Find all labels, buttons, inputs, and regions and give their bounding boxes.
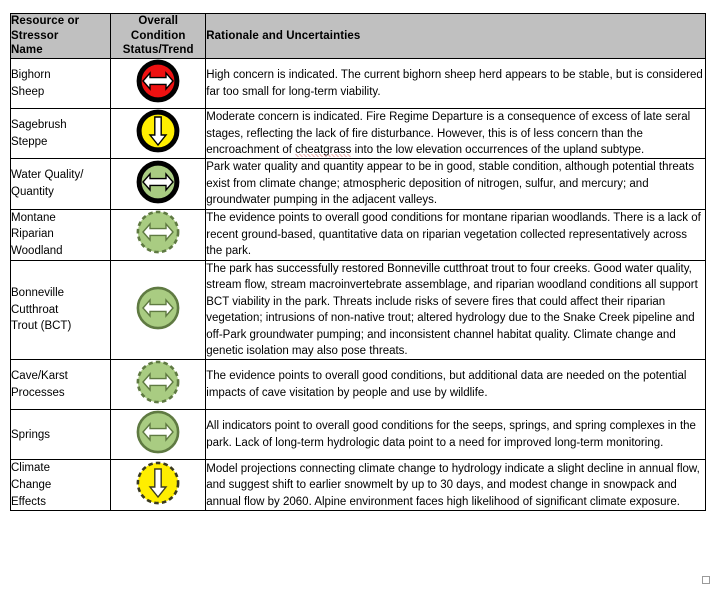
condition-status-cell — [111, 59, 206, 109]
resource-name-cell — [11, 109, 111, 159]
table-row — [11, 260, 706, 360]
rationale-cell: Model projections connecting climate change to hydrology indicate a slight decline in annual flow, and suggest shift to earlier snowmelt by up to 30 days, and modest change in snowpack and annual flow by 2060. Alpine environment faces high likelihood of significant climate exposure. — [206, 460, 706, 511]
condition-status-cell — [111, 260, 206, 360]
condition-green-stable-icon — [136, 160, 180, 204]
condition-status-cell — [111, 159, 206, 209]
condition-summary-table-container — [10, 13, 706, 511]
column-header-condition-status-line-2: Condition — [130, 29, 186, 42]
resource-name-cell — [11, 59, 111, 109]
resource-name-line: Sagebrush — [11, 119, 67, 132]
column-header-condition-status — [111, 14, 206, 59]
resource-name-cell — [11, 159, 111, 209]
condition-status-cell — [111, 410, 206, 460]
table-row — [11, 360, 706, 410]
resource-name-line: Bonneville — [11, 287, 65, 300]
table-body — [11, 59, 706, 511]
resource-name-line: Cutthroat — [11, 303, 59, 316]
column-header-condition-status-line-3: Status/Trend — [122, 44, 194, 57]
condition-green-stable-unknown-confidence-icon — [136, 210, 180, 254]
resource-name-cell — [11, 260, 111, 360]
resource-name-cell — [11, 209, 111, 260]
resource-name-line: Sheep — [11, 85, 45, 98]
resource-name-cell — [11, 460, 111, 511]
resource-name-line: Montane — [11, 211, 56, 224]
resource-name-line: Riparian — [11, 228, 54, 241]
table-header-row — [11, 14, 706, 59]
rationale-cell: The park has successfully restored Bonneville cutthroat trout to four creeks. Good water quality, stream flow, stream macroinvertebrate assemblage, and riparian woodland conditions all support BCT viability in the park. Threats include risks of severe fires that could affect their riparian vegetation; intrusions of non-native trout; altered hydrology due to the Snake Creek pipeline and off-Park groundwater pumping; and inconsistent channel habitat quality. Climate change and genetic isolation may also pose threats. — [206, 260, 706, 360]
resource-name-cell — [11, 410, 111, 460]
table-row — [11, 59, 706, 109]
condition-yellow-declining-icon — [136, 109, 180, 153]
resource-name-line: Effects — [11, 495, 46, 508]
resource-name-cell — [11, 360, 111, 410]
condition-red-stable-icon — [136, 59, 180, 103]
table-row — [11, 109, 706, 159]
condition-green-stable-icon — [136, 410, 180, 454]
table-row — [11, 159, 706, 209]
condition-status-cell — [111, 209, 206, 260]
rationale-cell: The evidence points to overall good conditions, but additional data are needed on the potential impacts of cave visitation by people and use by wildlife. — [206, 360, 706, 410]
condition-status-cell — [111, 460, 206, 511]
rationale-cell: High concern is indicated. The current bighorn sheep herd appears to be stable, but is considered far too small for long-term viability. — [206, 59, 706, 109]
table-row — [11, 460, 706, 511]
resource-name-line: Cave/Karst — [11, 370, 68, 383]
resource-name-line: Bighorn — [11, 68, 51, 81]
table-row — [11, 209, 706, 260]
column-header-resource-name-line-3: Name — [11, 44, 43, 57]
page-corner-artifact — [702, 576, 710, 584]
rationale-cell: All indicators point to overall good conditions for the seeps, springs, and spring complexes in the park. Lack of long-term hydrologic data point to a need for improved long-term monitoring. — [206, 410, 706, 460]
resource-name-line: Processes — [11, 386, 65, 399]
resource-name-line: Steppe — [11, 135, 48, 148]
resource-name-line: Water Quality/ — [11, 169, 84, 182]
condition-status-cell — [111, 360, 206, 410]
condition-summary-table — [10, 13, 706, 511]
rationale-text-segment: into the low elevation occurrences of the upland subtype. — [351, 144, 645, 157]
column-header-resource-name-line-1: Resource or — [11, 15, 80, 27]
column-header-rationale: Rationale and Uncertainties — [206, 14, 706, 59]
condition-green-stable-unknown-confidence-icon — [136, 360, 180, 404]
rationale-text-segment: Moderate concern is indicated. Fire Regime Departure is a consequence of excess of late seral stages, reflecting the lack of fire disturbance. However, this is of less concern than the encroachment of — [206, 111, 691, 157]
column-header-resource-name — [11, 14, 111, 59]
resource-name-line: Change — [11, 479, 52, 492]
resource-name-line: Springs — [11, 428, 50, 441]
table-header — [11, 14, 706, 59]
rationale-cell: The evidence points to overall good conditions for montane riparian woodlands. There is a lack of recent ground-based, quantitative data on riparian vegetation collected representatively across the park. — [206, 209, 706, 260]
condition-yellow-declining-unknown-confidence-icon — [136, 461, 180, 505]
rationale-cell — [206, 109, 706, 159]
spellcheck-flagged-word: cheatgrass — [295, 144, 352, 157]
column-header-resource-name-line-2: Stressor — [11, 29, 59, 42]
rationale-cell: Park water quality and quantity appear to be in good, stable condition, although potential threats exist from climate change; atmospheric deposition of nitrogen, sulfur, and mercury; and groundwater pumping in the adjacent valleys. — [206, 159, 706, 209]
condition-status-cell — [111, 109, 206, 159]
column-header-condition-status-line-1: Overall — [138, 15, 179, 27]
condition-green-stable-icon — [136, 286, 180, 330]
resource-name-line: Climate — [11, 462, 50, 475]
resource-name-line: Woodland — [11, 245, 63, 258]
resource-name-line: Trout (BCT) — [11, 320, 72, 333]
table-row — [11, 410, 706, 460]
resource-name-line: Quantity — [11, 186, 54, 199]
